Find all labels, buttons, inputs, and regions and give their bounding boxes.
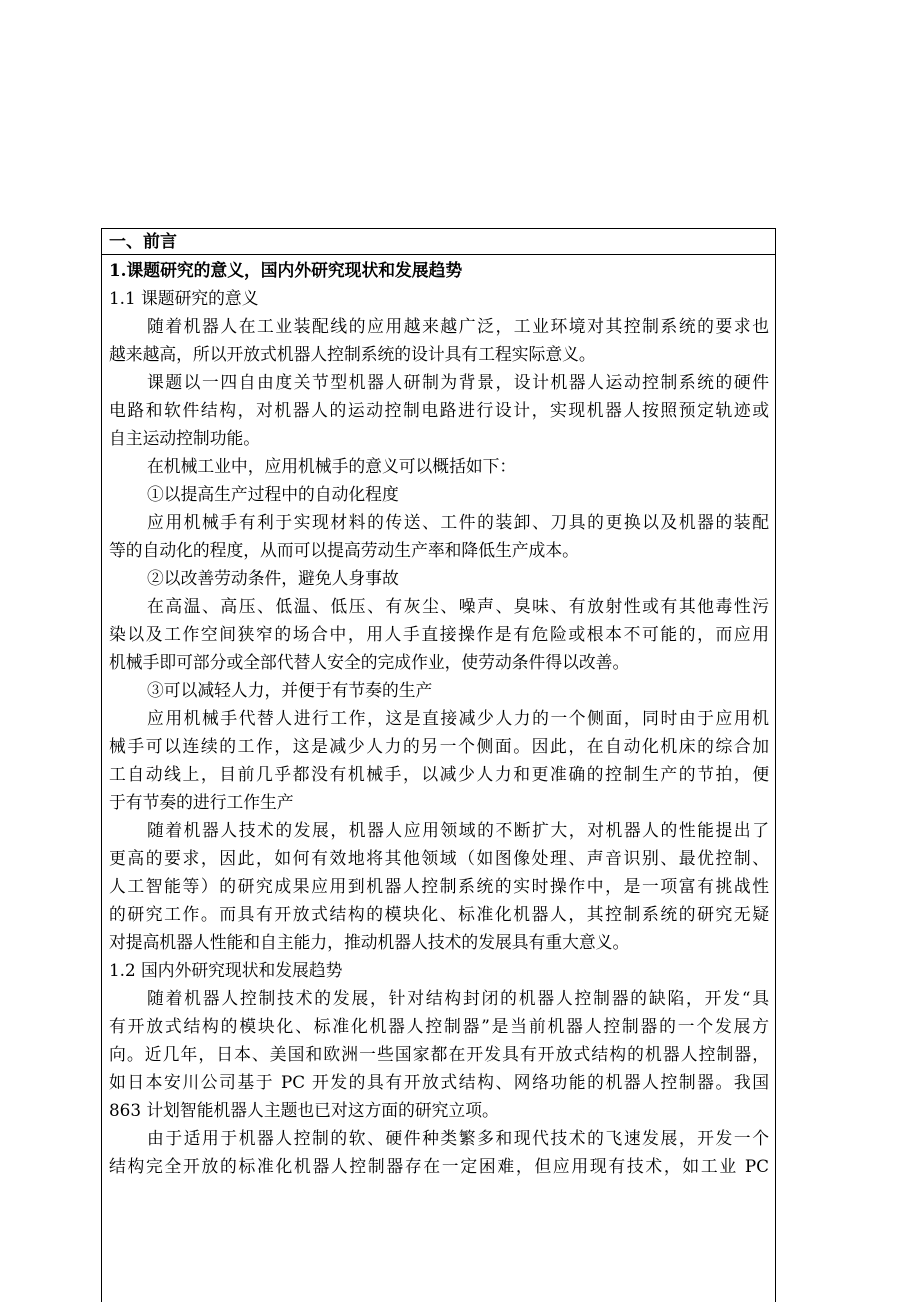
heading-1: 1.课题研究的意义，国内外研究现状和发展趋势	[109, 260, 463, 280]
body-line: 向。近几年，日本、美国和欧洲一些国家都在开发具有开放式结构的机器人控制器，	[109, 1044, 769, 1064]
heading-1-1: 1.1 课题研究的意义	[109, 288, 259, 308]
body-line: 自主运动控制功能。	[109, 428, 261, 448]
body-line: 随着机器人控制技术的发展，针对结构封闭的机器人控制器的缺陷，开发“具	[147, 988, 769, 1008]
heading-1-2: 1.2 国内外研究现状和发展趋势	[109, 960, 343, 980]
body-line: 由于适用于机器人控制的软、硬件种类繁多和现代技术的飞速发展，开发一个	[147, 1128, 769, 1148]
section-title: 一、前言	[109, 232, 177, 252]
body-line: 如日本安川公司基于 PC 开发的具有开放式结构、网络功能的机器人控制器。我国	[109, 1072, 769, 1092]
list-item: ①以提高生产过程中的自动化程度	[147, 484, 399, 504]
body-line: 在机械工业中，应用机械手的意义可以概括如下：	[147, 456, 517, 476]
body-line: 电路和软件结构，对机器人的运动控制电路进行设计，实现机器人按照预定轨迹或	[109, 400, 769, 420]
body-line: 863 计划智能机器人主题也已对这方面的研究立项。	[109, 1100, 499, 1120]
body-line: 结构完全开放的标准化机器人控制器存在一定困难，但应用现有技术，如工业 PC	[109, 1156, 769, 1176]
body-line: 等的自动化的程度，从而可以提高劳动生产率和降低生产成本。	[109, 540, 579, 560]
body-line: 机械手即可部分或全部代替人安全的完成作业，使劳动条件得以改善。	[109, 652, 630, 672]
body-line: 应用机械手代替人进行工作，这是直接减少人力的一个侧面，同时由于应用机	[147, 708, 769, 728]
body-line: 染以及工作空间狭窄的场合中，用人手直接操作是有危险或根本不可能的，而应用	[109, 624, 769, 644]
body-line: 应用机械手有利于实现材料的传送、工件的装卸、刀具的更换以及机器的装配	[147, 512, 769, 532]
body-line: 的研究工作。而具有开放式结构的模块化、标准化机器人，其控制系统的研究无疑	[109, 904, 769, 924]
body-line: 越来越高，所以开放式机器人控制系统的设计具有工程实际意义。	[109, 344, 596, 364]
body-line: 随着机器人在工业装配线的应用越来越广泛，工业环境对其控制系统的要求也	[147, 316, 769, 336]
body-line: 课题以一四自由度关节型机器人研制为背景，设计机器人运动控制系统的硬件	[147, 372, 769, 392]
body-line: 在高温、高压、低温、低压、有灰尘、噪声、臭味、有放射性或有其他毒性污	[147, 596, 769, 616]
body-line: 更高的要求，因此，如何有效地将其他领域（如图像处理、声音识别、最优控制、	[109, 848, 769, 868]
table-header-row	[102, 229, 775, 255]
body-line: 人工智能等）的研究成果应用到机器人控制系统的实时操作中，是一项富有挑战性	[109, 876, 769, 896]
body-line: 随着机器人技术的发展，机器人应用领域的不断扩大，对机器人的性能提出了	[147, 820, 769, 840]
body-line: 对提高机器人性能和自主能力，推动机器人技术的发展具有重大意义。	[109, 932, 630, 952]
body-line: 有开放式结构的模块化、标准化机器人控制器”是当前机器人控制器的一个发展方	[109, 1016, 769, 1036]
document-table	[101, 228, 776, 1302]
body-line: 械手可以连续的工作，这是减少人力的另一个侧面。因此，在自动化机床的综合加	[109, 736, 769, 756]
list-item: ③可以减轻人力，并便于有节奏的生产	[147, 680, 433, 700]
list-item: ②以改善劳动条件，避免人身事故	[147, 568, 399, 588]
body-line: 工自动线上，目前几乎都没有机械手，以减少人力和更准确的控制生产的节拍，便	[109, 764, 769, 784]
body-line: 于有节奏的进行工作生产	[109, 792, 294, 812]
